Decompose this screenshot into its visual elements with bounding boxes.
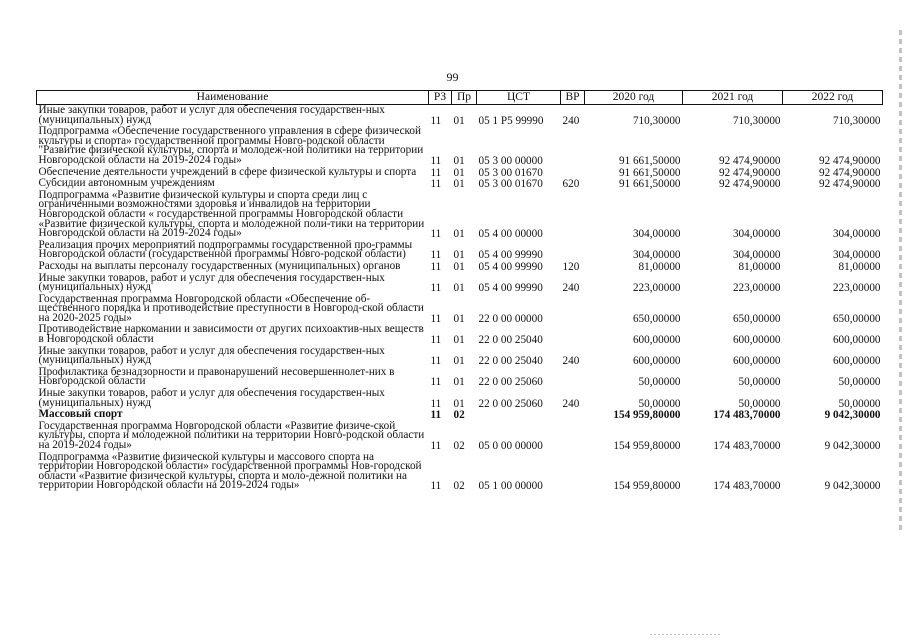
cell-2022: 9 042,30000 (824, 480, 881, 493)
cell-2021: 223,00000 (732, 282, 781, 295)
cell-vr: 240 (562, 397, 580, 410)
cell-vr (561, 294, 585, 325)
cell-2021: 50,00000 (738, 376, 781, 389)
cell-name: Подпрограмма «Развитие физической культуры и массового спорта на территории Новгородской области» государственной программы Нов-городской области «Развитие физической культуры, спорта и моло-дежной политики на территории Новгородской области на 2019-2024 годы» (38, 450, 422, 492)
cell-2020: 154 959,80000 (613, 480, 681, 493)
table-row (37, 421, 883, 452)
cell-2020: 91 661,50000 (618, 178, 681, 191)
cell-cst: 05 3 00 01670 (478, 166, 543, 179)
cell-2020: 91 661,50000 (618, 166, 681, 179)
cell-vr: 120 (562, 260, 580, 273)
cell-name: Подпрограмма «Обеспечение государственного управления в сфере физической культуры и спорта» государственной программы Новго-родской области "Развитие физической культуры, спорта и молодеж-ной политики на территории Новгородской области на 2019-2024 годы» (38, 125, 424, 166)
cell-pr: 01 (453, 260, 465, 273)
cell-name: Иные закупки товаров, работ и услуг для обеспечения государствен-ных (муниципальных) нужд (38, 387, 385, 409)
header-name: Наименование (37, 91, 429, 105)
cell-2021: 50,00000 (738, 397, 781, 410)
cell-2022: 92 474,90000 (818, 154, 881, 167)
cell-rz: 11 (430, 228, 442, 241)
cell-rz: 11 (430, 260, 442, 273)
header-2020: 2020 год (585, 91, 683, 105)
cell-2021: 304,00000 (732, 228, 781, 241)
cell-2022: 50,00000 (838, 376, 881, 389)
cell-rz: 11 (430, 312, 442, 325)
cell-2022: 304,00000 (832, 228, 881, 241)
cell-name: Иные закупки товаров, работ и услуг для обеспечения государствен-ных (муниципальных) нужд (38, 104, 385, 126)
cell-rz: 11 (430, 114, 442, 127)
cell-pr: 01 (453, 154, 465, 167)
cell-2020: 223,00000 (632, 282, 681, 295)
cell-2022: 710,30000 (832, 114, 881, 127)
cell-2022: 9 042,30000 (824, 409, 881, 422)
table-row (37, 452, 883, 492)
cell-2020: 154 959,80000 (613, 440, 681, 452)
cell-2022: 600,00000 (832, 355, 881, 368)
cell-vr (561, 190, 585, 240)
header-2021: 2021 год (683, 91, 783, 105)
cell-2020: 154 959,80000 (613, 409, 681, 422)
header-rz: РЗ (429, 91, 452, 105)
cell-name: Иные закупки товаров, работ и услуг для обеспечения государствен-ных (муниципальных) нужд (38, 344, 385, 367)
table-header (37, 91, 883, 105)
cell-vr (561, 324, 585, 345)
cell-2022: 81,00000 (838, 260, 881, 273)
cell-2022: 600,00000 (832, 334, 881, 347)
table-row (37, 346, 883, 367)
cell-2022: 92 474,90000 (818, 178, 881, 191)
cell-2020: 91 661,50000 (618, 154, 681, 167)
cell-2020: 600,00000 (632, 355, 681, 368)
scan-edge-mark (899, 30, 902, 530)
budget-table (36, 90, 883, 492)
cell-2022: 50,00000 (838, 397, 881, 410)
cell-2021: 92 474,90000 (718, 178, 781, 191)
cell-cst: 22 0 00 25040 (478, 355, 543, 368)
cell-name: Государственная программа Новгородской области «Развитие физиче-ской культуры, спорта и молодежной политики на территории Новго-родской области на 2019-2024 годы» (38, 419, 425, 451)
cell-rz: 11 (430, 376, 442, 389)
cell-cst: 22 0 00 25040 (478, 334, 543, 347)
cell-2022: 304,00000 (832, 249, 881, 262)
cell-pr: 01 (453, 282, 465, 295)
table-row (37, 273, 883, 294)
cell-cst: 05 4 00 99990 (478, 249, 543, 262)
header-2022: 2022 год (783, 91, 883, 105)
cell-cst: 05 4 00 99990 (478, 282, 543, 295)
cell-pr: 01 (453, 249, 465, 262)
cell-pr: 01 (453, 376, 465, 389)
cell-rz: 11 (430, 409, 442, 422)
cell-name: Расходы на выплаты персоналу государственных (муниципальных) органов (38, 259, 401, 272)
cell-name: Массовый спорт (38, 408, 123, 421)
table-row (37, 240, 883, 261)
cell-name: Реализация прочих мероприятий подпрограммы государственной про-граммы Новгородской области (государственной программы Новго-родской области) (38, 238, 413, 261)
cell-2021: 81,00000 (738, 260, 781, 273)
cell-cst: 05 1 Р5 99990 (478, 114, 544, 127)
cell-cst: 22 0 00 25060 (478, 376, 543, 389)
cell-2022: 223,00000 (832, 282, 881, 295)
cell-2022: 92 474,90000 (818, 166, 881, 179)
cell-2021: 600,00000 (732, 355, 781, 368)
table-row (37, 324, 883, 345)
scan-bottom-mark (650, 634, 720, 635)
cell-cst: 22 0 00 25060 (478, 397, 543, 410)
cell-2021: 174 483,70000 (713, 440, 781, 452)
cell-pr: 01 (453, 178, 465, 191)
cell-cst: 05 4 00 00000 (478, 228, 543, 241)
cell-name: Подпрограмма «Развитие физической культуры и спорта среди лиц с ограниченными возможностями здоровья и инвалидов на территории Новгородской области « государственной программы Новгородской области «Развитие физической культуры, спорта и молодежной поли-тики на территории Новгородской области на 2019-2024 годы» (38, 188, 425, 240)
cell-cst: 22 0 00 00000 (478, 312, 543, 325)
cell-vr: 240 (562, 282, 580, 295)
cell-rz: 11 (430, 440, 442, 452)
cell-pr: 01 (453, 166, 465, 179)
cell-vr: 240 (562, 355, 580, 368)
cell-2021: 174 483,70000 (713, 409, 781, 422)
cell-rz: 11 (430, 355, 442, 368)
cell-2020: 600,00000 (632, 334, 681, 347)
cell-2020: 50,00000 (638, 397, 681, 410)
cell-cst: 05 3 00 01670 (478, 178, 543, 191)
table-row (37, 190, 883, 240)
cell-rz: 11 (430, 166, 442, 179)
cell-name: Субсидии автономным учреждениям (38, 177, 215, 190)
cell-vr (561, 167, 585, 179)
cell-name: Обеспечение деятельности учреждений в сфере физической культуры и спорта (38, 165, 417, 178)
cell-vr (561, 421, 585, 452)
cell-2021: 650,00000 (732, 312, 781, 325)
cell-2020: 304,00000 (632, 228, 681, 241)
cell-2021: 174 483,70000 (713, 480, 781, 493)
cell-cst (477, 409, 561, 421)
header-vr: ВР (561, 91, 585, 105)
cell-rz: 11 (430, 249, 442, 262)
cell-pr: 02 (453, 480, 465, 493)
cell-2021: 92 474,90000 (718, 166, 781, 179)
table-row (37, 388, 883, 409)
cell-pr: 01 (453, 397, 465, 410)
cell-name: Противодействие наркомании и зависимости от других психоактив-ных веществ в Новгородской области (38, 323, 424, 346)
cell-2020: 710,30000 (632, 114, 681, 127)
cell-vr (561, 367, 585, 388)
cell-rz: 11 (430, 397, 442, 410)
cell-2021: 92 474,90000 (718, 154, 781, 167)
cell-vr (561, 240, 585, 261)
cell-pr: 02 (453, 440, 465, 452)
cell-rz: 11 (430, 282, 442, 295)
cell-vr: 240 (562, 114, 580, 127)
cell-2021: 304,00000 (732, 249, 781, 262)
cell-2021: 710,30000 (732, 114, 781, 127)
cell-2020: 81,00000 (638, 260, 681, 273)
cell-rz: 11 (430, 178, 442, 191)
header-cst: ЦСТ (477, 91, 561, 105)
cell-vr (561, 126, 585, 166)
cell-name: Профилактика безнадзорности и правонарушений несовершеннолет-них в Новгородской области (38, 365, 395, 388)
cell-pr: 01 (453, 228, 465, 241)
cell-cst: 05 1 00 00000 (478, 480, 543, 493)
cell-vr (561, 409, 585, 421)
cell-pr: 01 (453, 114, 465, 127)
cell-pr: 01 (453, 355, 465, 368)
cell-rz: 11 (430, 334, 442, 347)
cell-rz: 11 (430, 154, 442, 167)
header-pr: Пр (452, 91, 477, 105)
cell-2020: 304,00000 (632, 249, 681, 262)
cell-pr: 01 (453, 334, 465, 347)
table-row (37, 294, 883, 325)
table-row (37, 261, 883, 273)
cell-2021: 600,00000 (732, 334, 781, 347)
cell-name: Иные закупки товаров, работ и услуг для обеспечения государствен-ных (муниципальных) нужд (38, 271, 385, 294)
cell-2020: 650,00000 (632, 312, 681, 325)
cell-cst: 05 4 00 99990 (478, 260, 543, 273)
cell-2022: 9 042,30000 (824, 440, 881, 452)
table-row (37, 367, 883, 388)
cell-2020: 50,00000 (638, 376, 681, 389)
table-row (37, 105, 883, 127)
table-row (37, 126, 883, 166)
table-row (37, 178, 883, 190)
cell-pr: 01 (453, 312, 465, 325)
cell-vr (561, 452, 585, 492)
cell-pr: 02 (453, 409, 465, 422)
cell-vr: 620 (562, 178, 580, 191)
cell-cst: 05 0 00 00000 (478, 440, 543, 452)
cell-cst: 05 3 00 00000 (478, 154, 543, 167)
cell-2022: 650,00000 (832, 312, 881, 325)
table-body (37, 105, 883, 492)
cell-name: Государственная программа Новгородской области «Обеспечение об-щественного порядка и противодействие преступности в Новгород-ской области на 2020-2025 годы» (38, 292, 424, 324)
cell-rz: 11 (430, 480, 442, 493)
page-number: 99 (446, 70, 459, 84)
